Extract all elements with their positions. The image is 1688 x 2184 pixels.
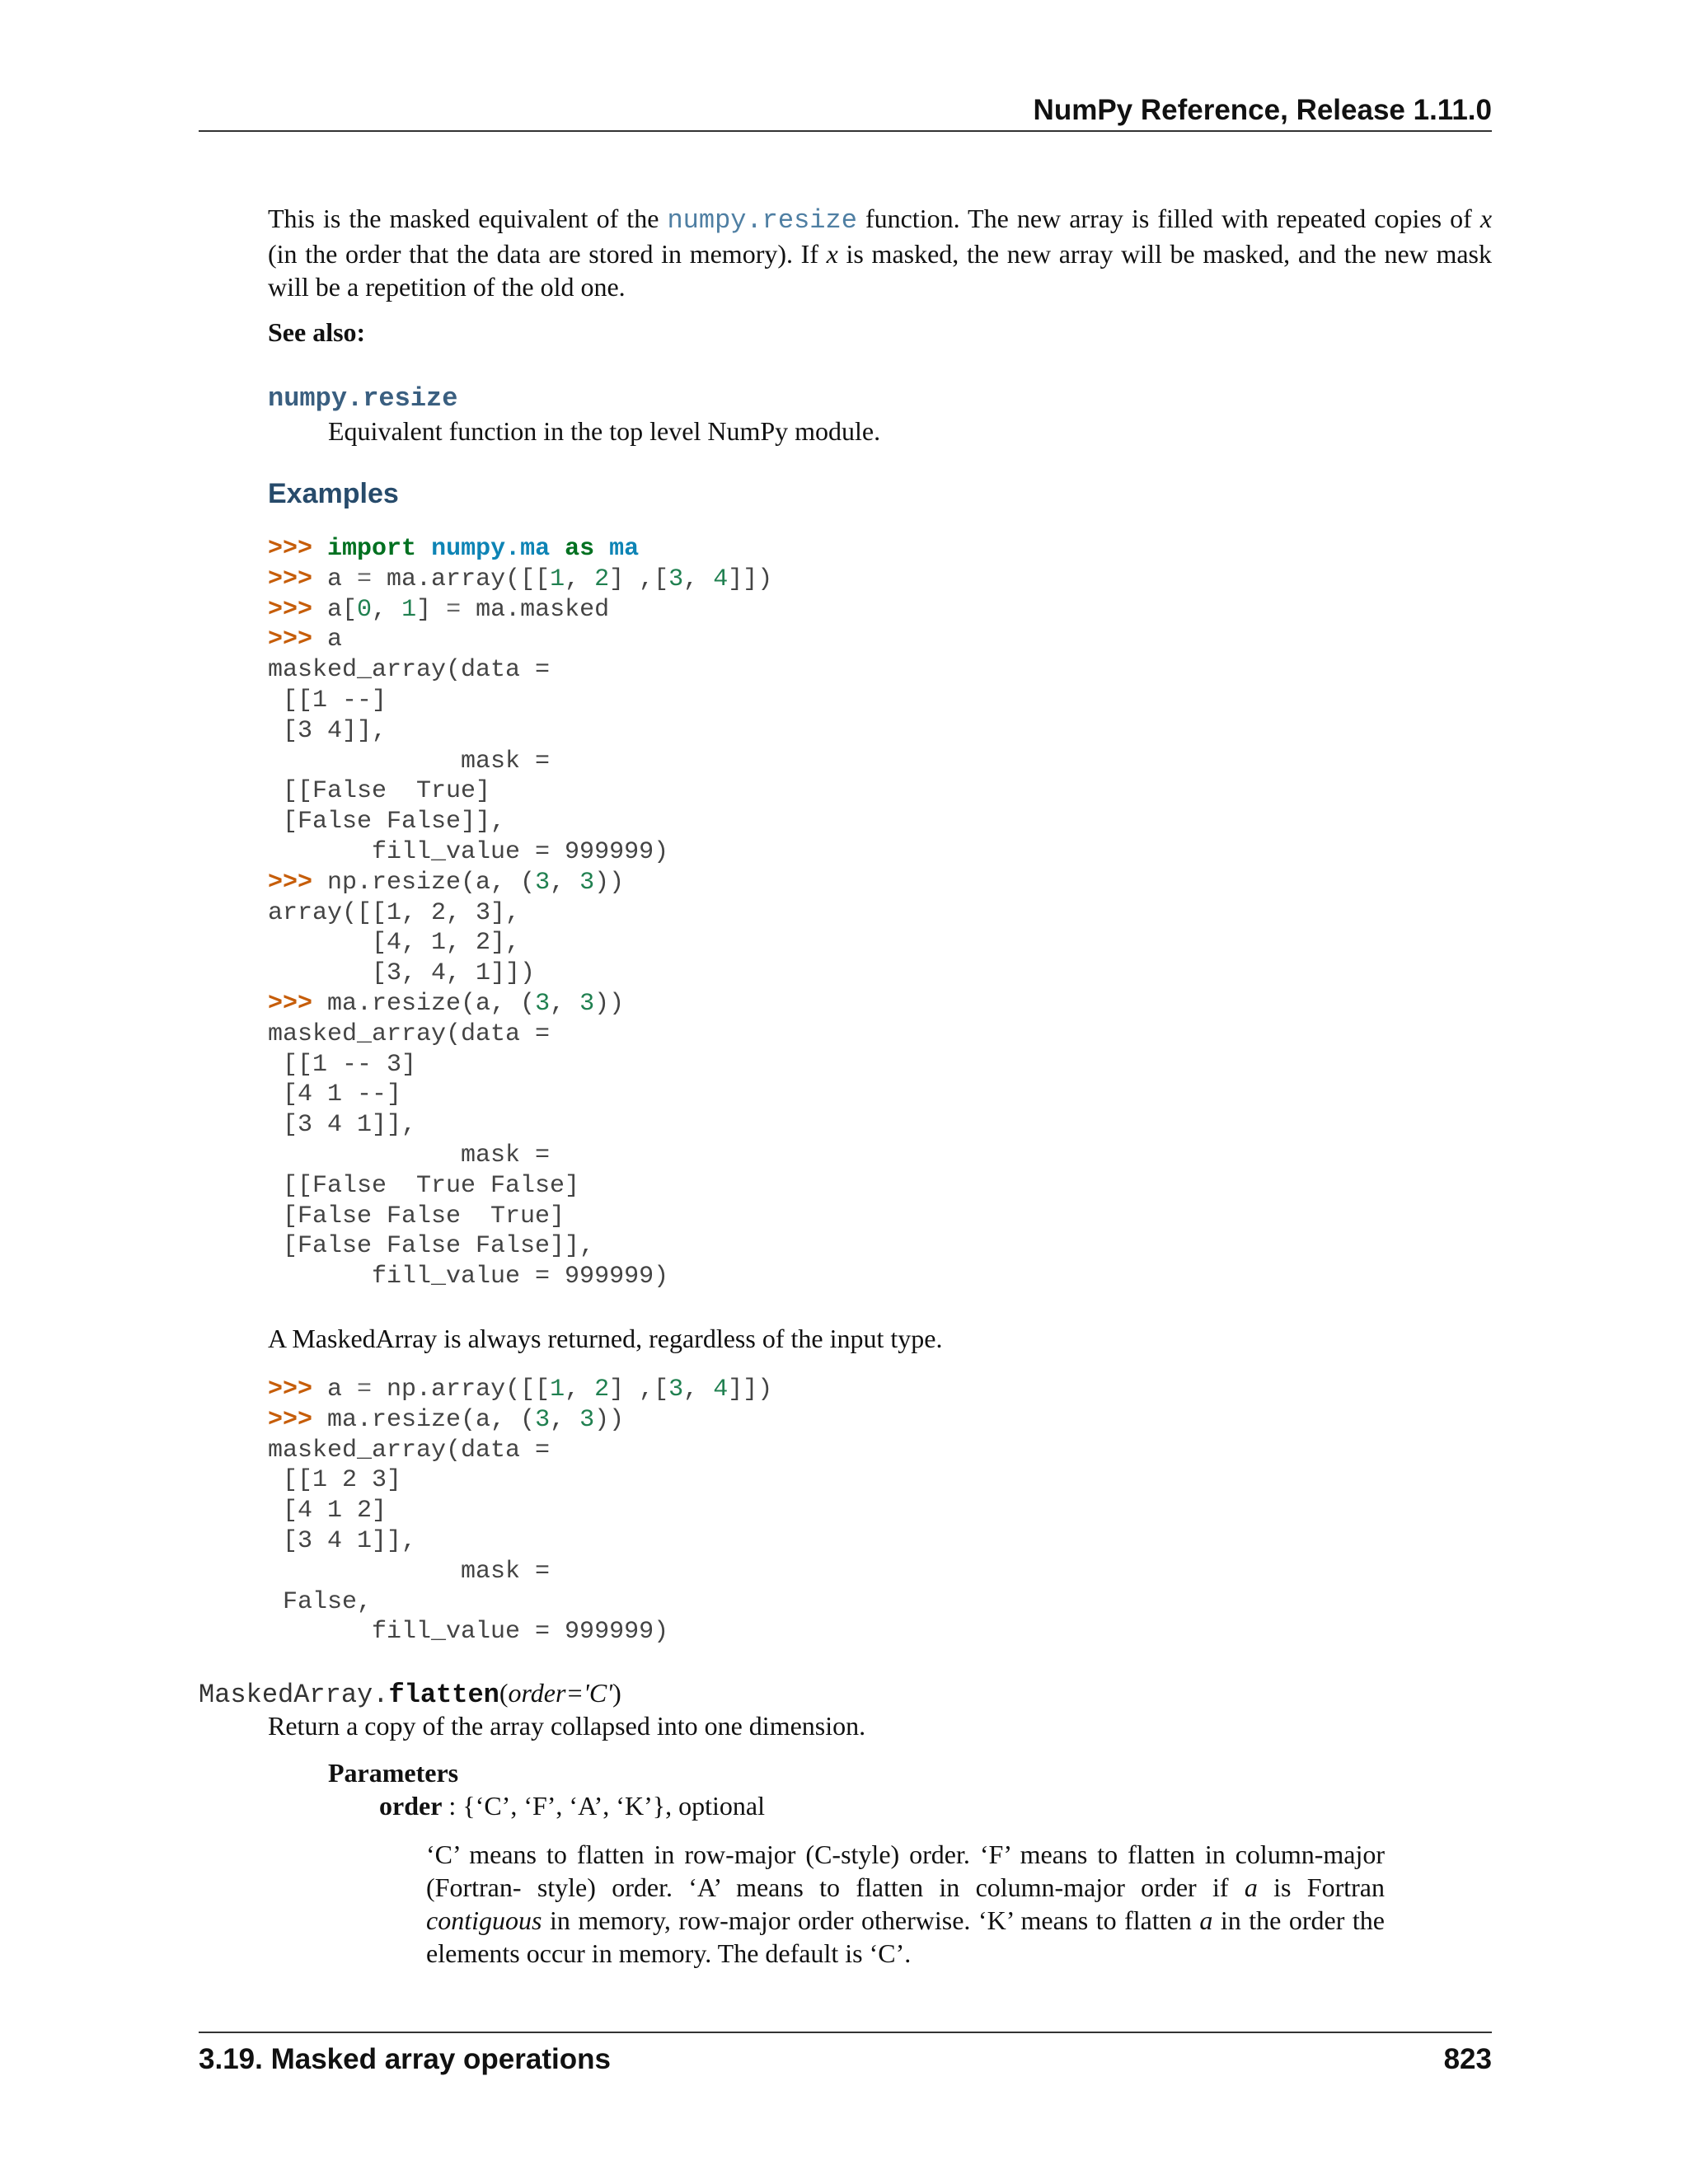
var-a: a	[1199, 1905, 1213, 1935]
code-line: fill_value = 999999)	[268, 1263, 669, 1291]
code-line: [3 4 1]],	[268, 1526, 417, 1555]
intro-text-4: is masked, the new array will be masked, and the new mask will be a repetition of the old one.	[268, 239, 1493, 302]
param-name: order	[379, 1791, 443, 1821]
intro-text-2: function. The new array is filled with repeated copies of	[856, 204, 1480, 233]
see-also-heading: See also:	[268, 317, 366, 347]
code-example-1	[268, 534, 772, 1292]
page-footer	[199, 2032, 1492, 2083]
flatten-signature	[199, 1676, 621, 1712]
code-line: [[False True False]	[268, 1171, 580, 1200]
footer-page-number: 823	[1443, 2043, 1492, 2075]
code-line: [[1 2 3]	[268, 1466, 402, 1495]
code-line: >>> a	[268, 626, 343, 654]
parameters-heading: Parameters	[328, 1758, 459, 1788]
signature-close-paren: )	[612, 1678, 621, 1708]
code-line: [[False True]	[268, 777, 491, 806]
code-line: >>> ma.resize(a, (3, 3))	[268, 989, 625, 1018]
code-line: >>> np.resize(a, (3, 3))	[268, 868, 625, 897]
code-line: masked_array(data =	[268, 1436, 551, 1465]
code-line: fill_value = 999999)	[268, 837, 669, 866]
footer-section-title: 3.19. Masked array operations	[199, 2043, 611, 2075]
param-desc-1: ‘C’ means to flatten in row-major (C-style) order. ‘F’ means to flatten in column-major (Fortran- style) order. ‘A’ means to flatten in column-major order if	[426, 1840, 1385, 1902]
code-line: [3, 4, 1]])	[268, 959, 536, 988]
code-line: mask =	[268, 1557, 551, 1586]
signature-method-name: flatten	[388, 1680, 499, 1710]
code-line: [False False]],	[268, 808, 506, 837]
code-line: [False False True]	[268, 1202, 565, 1230]
code-line: mask =	[268, 747, 551, 776]
param-desc-2: is Fortran	[1257, 1872, 1386, 1902]
code-line: [False False False]],	[268, 1232, 595, 1261]
code-line: >>> a = np.array([[1, 2] ,[3, 4]])	[268, 1376, 773, 1404]
maskedarray-note: A MaskedArray is always returned, regardless of the input type.	[268, 1324, 943, 1353]
var-x: x	[1479, 204, 1493, 233]
code-line: >>> a[0, 1] = ma.masked	[268, 595, 610, 624]
code-line: [3 4 1]],	[268, 1111, 417, 1140]
code-line: fill_value = 999999)	[268, 1618, 669, 1647]
var-a: a	[1244, 1872, 1258, 1902]
signature-argument: order='C'	[508, 1678, 613, 1708]
code-line: >>> import numpy.ma as ma	[268, 535, 640, 563]
param-desc-4: in the order the elements occur in memory. The default is ‘C’.	[426, 1905, 1385, 1968]
examples-heading: Examples	[268, 478, 399, 509]
signature-open-paren: (	[499, 1678, 509, 1708]
code-line: [4 1 --]	[268, 1080, 402, 1109]
code-line: >>> a = ma.array([[1, 2] ,[3, 4]])	[268, 565, 773, 593]
see-also-numpy-resize-link[interactable]: numpy.resize	[268, 383, 458, 414]
contiguous-term: contiguous	[426, 1905, 542, 1935]
param-desc-3: in memory, row-major order otherwise. ‘K’ means to flatten	[542, 1905, 1200, 1935]
intro-text-1: This is the masked equivalent of the	[268, 204, 668, 233]
param-order-description	[426, 1838, 1385, 1970]
code-line: [4, 1, 2],	[268, 929, 521, 958]
intro-text-3: (in the order that the data are stored in memory). If	[268, 239, 827, 269]
numpy-resize-link[interactable]: numpy.resize	[667, 205, 857, 236]
code-line: >>> ma.resize(a, (3, 3))	[268, 1405, 625, 1434]
code-example-2	[268, 1375, 772, 1647]
code-line: [[1 --]	[268, 686, 387, 715]
code-line: [[1 -- 3]	[268, 1050, 417, 1079]
intro-paragraph	[268, 202, 1492, 303]
code-line: mask =	[268, 1141, 551, 1169]
code-line: masked_array(data =	[268, 656, 551, 685]
code-line: array([[1, 2, 3],	[268, 898, 521, 927]
signature-class-name: MaskedArray.	[199, 1680, 389, 1710]
param-type: : {‘C’, ‘F’, ‘A’, ‘K’}, optional	[442, 1791, 765, 1821]
code-line: masked_array(data =	[268, 1019, 551, 1048]
param-order	[379, 1789, 765, 1822]
flatten-description: Return a copy of the array collapsed into one dimension.	[268, 1711, 866, 1741]
header-title: NumPy Reference, Release 1.11.0	[1033, 94, 1492, 126]
code-line: [3 4]],	[268, 716, 387, 745]
code-line: False,	[268, 1587, 373, 1616]
var-x: x	[826, 239, 838, 269]
see-also-description: Equivalent function in the top level NumPy module.	[328, 416, 881, 446]
page-header	[199, 91, 1492, 132]
code-line: [4 1 2]	[268, 1497, 387, 1526]
